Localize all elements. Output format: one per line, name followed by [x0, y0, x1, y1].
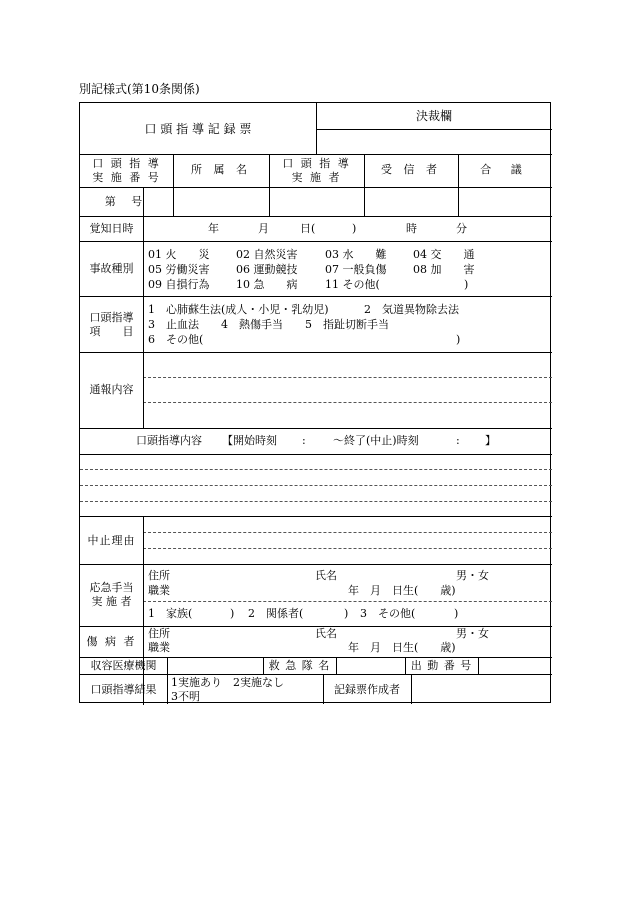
grid-line [80, 516, 552, 517]
dashed-line [143, 402, 552, 403]
accident-option: 04 交 通 [413, 248, 475, 261]
grid-line [80, 187, 552, 188]
guidance-number-label-1: 口 頭 指 導 [92, 157, 161, 170]
awareness-minute: 分 [456, 222, 467, 235]
items-line1a: 1 心肺蘇生法(成人・小児・乳幼児) [148, 303, 329, 316]
grid-line [143, 516, 144, 705]
first-aid-related: 2 関係者( [248, 607, 304, 620]
dashed-line [143, 601, 552, 602]
grid-line [80, 428, 552, 429]
patient-address: 住所 [148, 627, 170, 640]
dashed-line [143, 548, 552, 549]
grid-line [336, 657, 337, 674]
patient-gender: 男・女 [456, 627, 489, 640]
grid-line [80, 216, 552, 217]
dashed-line [80, 501, 552, 502]
dashed-line [80, 485, 552, 486]
accident-option: 10 急 病 [236, 278, 298, 291]
items-line1b: 2 気道異物除去法 [364, 303, 459, 316]
record-form [79, 102, 551, 703]
author-label: 記録票作成者 [334, 683, 400, 696]
hospital-label: 収容医療機関 [90, 659, 157, 672]
dispatch-label: 出 動 番 号 [410, 659, 473, 672]
accident-option: 09 自損行為 [148, 278, 210, 291]
content-end: ～終了(中止)時刻 [333, 434, 419, 447]
grid-line [80, 564, 552, 565]
accident-option: 03 水 難 [325, 248, 387, 261]
content-colon-2: : [456, 434, 460, 447]
dashed-line [143, 532, 552, 533]
grid-line [80, 154, 552, 155]
grid-line [167, 657, 168, 674]
awareness-year: 年 [208, 222, 219, 235]
first-aid-family-close: ) [230, 607, 235, 620]
first-aid-address: 住所 [148, 569, 170, 582]
first-aid-label-1: 応急手当 [89, 581, 134, 594]
accident-option-close: ) [464, 278, 469, 291]
items-line2: 3 止血法 4 熱傷手当 5 指趾切断手当 [148, 318, 389, 331]
first-aid-gender: 男・女 [456, 569, 489, 582]
grid-line [80, 454, 552, 455]
first-aid-related-close: ) [344, 607, 349, 620]
awareness-hour: 時 [406, 222, 417, 235]
items-line3a: 6 その他( [148, 333, 204, 346]
content-label: 口頭指導内容 [136, 434, 202, 447]
grid-line [80, 352, 552, 353]
awareness-day: 日( [300, 222, 316, 235]
content-start: 【開始時刻 [222, 434, 277, 447]
accident-option: 05 労働災害 [148, 263, 210, 276]
accident-option: 08 加 害 [413, 263, 475, 276]
result-option-2: 3不明 [171, 690, 200, 703]
awareness-label: 覚知日時 [89, 222, 134, 235]
approval-label: 決裁欄 [415, 109, 452, 123]
result-option-1: 1実施あり 2実施なし [171, 676, 284, 689]
items-line3b: ) [456, 333, 461, 346]
accident-option: 07 一般負傷 [325, 263, 387, 276]
report-label: 通報内容 [89, 383, 134, 396]
first-aid-family: 1 家族( [148, 607, 193, 620]
grid-line [478, 657, 479, 674]
number-label: 第 号 [104, 195, 149, 208]
patient-label: 傷 病 者 [86, 635, 137, 648]
first-aid-other-close: ) [454, 607, 459, 620]
patient-birth: 年 月 日生( 歳) [348, 641, 456, 654]
grid-line [143, 216, 144, 428]
grid-line [80, 241, 552, 242]
dashed-line [143, 377, 552, 378]
grid-line [80, 296, 552, 297]
patient-job: 職業 [148, 641, 170, 654]
affiliation-label: 所 属 名 [191, 163, 251, 176]
grid-line [167, 674, 168, 704]
accident-option: 06 運動競技 [236, 263, 298, 276]
guidance-number-label-2: 実 施 番 号 [92, 171, 161, 184]
accident-option: 01 火 災 [148, 248, 210, 261]
items-label-1: 口頭指導 [89, 311, 134, 324]
grid-line [316, 129, 552, 130]
grid-line [80, 657, 552, 658]
first-aid-birth: 年 月 日生( 歳) [348, 584, 456, 597]
grid-line [173, 154, 174, 216]
awareness-day-close: ) [352, 222, 357, 235]
first-aid-label-2: 実 施 者 [91, 595, 132, 608]
form-title: 口 頭 指 導 記 録 票 [144, 122, 252, 136]
council-label: 合 議 [480, 163, 530, 176]
result-label: 口頭指導結果 [90, 683, 157, 696]
implementer-label-2: 実 施 者 [291, 171, 342, 184]
stop-reason-label: 中止理由 [87, 534, 136, 547]
items-label-2: 項 目 [89, 325, 134, 338]
dashed-line [80, 469, 552, 470]
first-aid-job: 職業 [148, 584, 170, 597]
ambulance-label: 救 急 隊 名 [268, 659, 331, 672]
header-note: 別記様式(第10条関係) [79, 82, 200, 96]
patient-name: 氏名 [315, 627, 337, 640]
content-colon-1: : [302, 434, 306, 447]
first-aid-name: 氏名 [315, 569, 337, 582]
content-close: 】 [485, 434, 496, 447]
receiver-label: 受 信 者 [381, 163, 441, 176]
accident-option: 02 自然災害 [236, 248, 298, 261]
accident-label: 事故種別 [89, 262, 134, 275]
accident-option: 11 その他( [325, 278, 380, 291]
grid-line [80, 674, 552, 675]
grid-line [411, 674, 412, 704]
implementer-label-1: 口 頭 指 導 [282, 157, 351, 170]
awareness-month: 月 [258, 222, 269, 235]
first-aid-other: 3 その他( [360, 607, 416, 620]
